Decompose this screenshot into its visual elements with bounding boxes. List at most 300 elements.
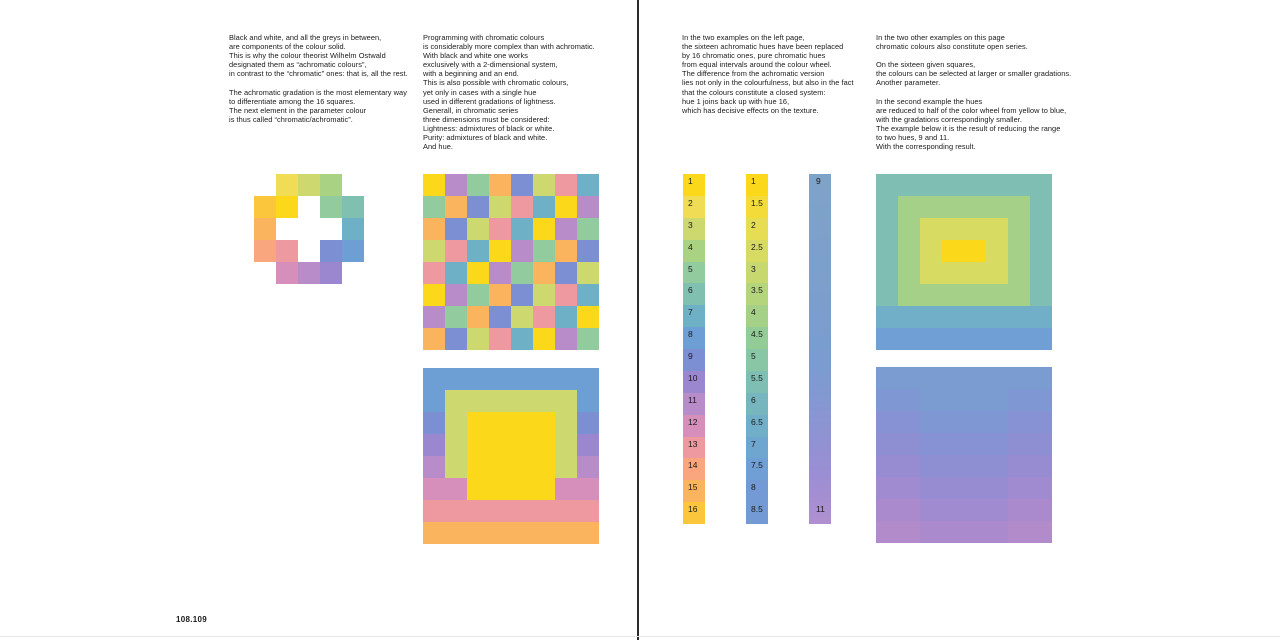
concentric-square	[445, 412, 467, 434]
concentric-square	[489, 478, 511, 500]
half-wheel-square	[1008, 262, 1030, 284]
half-wheel-square	[942, 284, 964, 306]
concentric-square	[511, 500, 533, 522]
two-hue-square	[986, 433, 1008, 455]
concentric-square	[489, 390, 511, 412]
half-wheel-cell-label: 4.5	[751, 329, 763, 340]
half-wheel-square	[986, 328, 1008, 350]
sixteen-hue-cell-label: 2	[688, 197, 693, 208]
sixteen-hue-cell-label: 7	[688, 307, 693, 318]
half-wheel-square	[876, 174, 898, 196]
two-hue-square	[986, 389, 1008, 411]
half-wheel-square	[964, 174, 986, 196]
sixteen-hue-cell-label: 14	[688, 460, 698, 471]
concentric-square	[467, 390, 489, 412]
two-hue-square	[964, 367, 986, 389]
half-wheel-cell-label: 1	[751, 176, 756, 186]
two-hue-square	[1030, 411, 1052, 433]
two-hue-square	[986, 411, 1008, 433]
half-wheel-square	[986, 262, 1008, 284]
two-hue-square	[1030, 389, 1052, 411]
half-wheel-square	[920, 174, 942, 196]
checker-square	[467, 306, 489, 328]
two-hue-square	[920, 411, 942, 433]
half-wheel-cell	[746, 262, 768, 284]
concentric-square	[555, 390, 577, 412]
concentric-square	[577, 522, 599, 544]
concentric-square	[423, 500, 445, 522]
concentric-square	[467, 522, 489, 544]
concentric-square	[423, 434, 445, 456]
two-hue-square	[942, 455, 964, 477]
concentric-square	[555, 522, 577, 544]
half-wheel-square	[964, 328, 986, 350]
concentric-square	[577, 390, 599, 412]
checker-square	[467, 174, 489, 196]
half-wheel-square	[920, 218, 942, 240]
concentric-square	[489, 412, 511, 434]
half-wheel-cell	[746, 240, 768, 262]
concentric-square	[423, 368, 445, 390]
concentric-square	[423, 478, 445, 500]
half-wheel-square	[898, 240, 920, 262]
concentric-square	[533, 434, 555, 456]
sixteen-hue-cell-label: 13	[688, 438, 698, 449]
checker-square	[577, 262, 599, 284]
checker-square	[489, 262, 511, 284]
two-hue-square	[1008, 521, 1030, 543]
ring-gap	[298, 196, 320, 218]
half-wheel-square	[1008, 196, 1030, 218]
checker-square	[533, 196, 555, 218]
two-hue-square	[1008, 433, 1030, 455]
text-right-col2: In the two other examples on this page chromatic colours also constitute open series. On the sixteen given squares, the colours can be selected at larger or smaller gradations. Another parameter. In the second example the hues are reduced to half of the color wheel from yellow to blue, with the gradations correspondingly smaller. The example below it is the result of reducing the range to two hues, 9 and 11. With the corresponding result.	[876, 33, 1072, 152]
two-hue-square	[942, 433, 964, 455]
half-wheel-cell-label: 4	[751, 307, 756, 318]
ring-square	[276, 262, 298, 284]
two-hue-square	[876, 499, 898, 521]
two-hue-square	[942, 521, 964, 543]
sixteen-hue-cell-label: 15	[688, 482, 698, 493]
ring-gap	[320, 218, 342, 240]
two-hue-square	[986, 521, 1008, 543]
checker-square	[511, 328, 533, 350]
checker-square	[511, 196, 533, 218]
half-wheel-square	[986, 240, 1008, 262]
text-left-col2: Programming with chromatic colours is considerably more complex than with achromatic. With black and white one works exclusively with a 2-dimensional system, with a beginning and an end. This is also possible with chromatic colours, yet only in cases with a single hue used in different gradations of lightness. Generall, in chromatic series three dimensions must be considered: Lightness: admixtures of black or white. Purity: admixtures of black and white. And hue.	[423, 33, 595, 152]
half-wheel-cell-label: 8.5	[751, 504, 763, 515]
ring-square	[320, 240, 342, 262]
concentric-square	[511, 456, 533, 478]
two-hue-square	[942, 499, 964, 521]
half-wheel-square	[1030, 284, 1052, 306]
sixteen-hue-cell	[683, 458, 705, 480]
checker-square	[511, 306, 533, 328]
half-wheel-square	[1008, 174, 1030, 196]
concentric-square	[489, 522, 511, 544]
sixteen-hue-cell	[683, 262, 705, 284]
two-hue-square	[942, 367, 964, 389]
concentric-square	[467, 456, 489, 478]
two-hue-square	[898, 499, 920, 521]
half-wheel-square	[964, 306, 986, 328]
half-wheel-square	[898, 284, 920, 306]
concentric-square	[423, 456, 445, 478]
checker-square	[467, 262, 489, 284]
half-wheel-square	[920, 284, 942, 306]
half-wheel-square	[876, 262, 898, 284]
sixteen-hue-cell-label: 1	[688, 176, 693, 186]
two-hue-square	[898, 455, 920, 477]
ring-gap	[298, 240, 320, 262]
two-hue-square	[898, 367, 920, 389]
concentric-square	[577, 412, 599, 434]
half-wheel-cell-label: 2	[751, 219, 756, 230]
half-wheel-cell-label: 7	[751, 438, 756, 449]
half-wheel-square	[898, 196, 920, 218]
two-hue-square	[964, 411, 986, 433]
two-hue-square	[964, 455, 986, 477]
two-hue-square	[986, 477, 1008, 499]
ring-square	[276, 174, 298, 196]
concentric-square	[489, 500, 511, 522]
half-wheel-square	[942, 218, 964, 240]
half-wheel-square	[898, 218, 920, 240]
sixteen-hue-cell	[683, 480, 705, 502]
checker-square	[577, 174, 599, 196]
two-hue-square	[876, 433, 898, 455]
checker-square	[511, 218, 533, 240]
concentric-square	[445, 478, 467, 500]
two-hue-square	[920, 521, 942, 543]
half-wheel-square	[986, 174, 1008, 196]
half-wheel-square	[898, 306, 920, 328]
two-hue-square	[1008, 477, 1030, 499]
two-hue-square	[942, 477, 964, 499]
half-wheel-square	[1030, 174, 1052, 196]
concentric-square	[555, 368, 577, 390]
two-hue-square	[1030, 367, 1052, 389]
two-hue-square	[920, 389, 942, 411]
checker-square	[533, 240, 555, 262]
sixteen-hue-cell	[683, 349, 705, 371]
half-wheel-cell	[746, 458, 768, 480]
half-wheel-square	[986, 284, 1008, 306]
half-wheel-cell-label: 1.5	[751, 197, 763, 208]
sixteen-hue-cell-label: 4	[688, 241, 693, 252]
two-hue-square	[986, 499, 1008, 521]
half-wheel-square	[876, 218, 898, 240]
page-bottom-edge	[0, 636, 1280, 637]
two-hue-strip-bottom-label: 11	[816, 504, 825, 514]
concentric-square	[577, 456, 599, 478]
concentric-square	[533, 522, 555, 544]
half-wheel-cell-label: 3.5	[751, 285, 763, 296]
ring-square	[276, 240, 298, 262]
checker-square	[577, 196, 599, 218]
concentric-square	[423, 412, 445, 434]
sixteen-hue-cell	[683, 218, 705, 240]
half-wheel-cell-label: 5.5	[751, 372, 763, 383]
two-hue-square	[986, 367, 1008, 389]
concentric-square	[467, 368, 489, 390]
concentric-square	[511, 368, 533, 390]
two-hue-square	[964, 477, 986, 499]
checker-square	[423, 284, 445, 306]
checker-square	[577, 240, 599, 262]
concentric-square	[489, 368, 511, 390]
half-wheel-cell-label: 5	[751, 351, 756, 361]
checker-square	[533, 328, 555, 350]
concentric-square	[423, 522, 445, 544]
two-hue-square	[964, 389, 986, 411]
ring-gap	[342, 262, 364, 284]
checker-square	[467, 328, 489, 350]
half-wheel-strip	[746, 174, 768, 524]
two-hue-square	[920, 499, 942, 521]
concentric-square	[511, 390, 533, 412]
two-hue-concentric-grid	[876, 367, 1052, 543]
checker-square	[511, 284, 533, 306]
concentric-square	[533, 478, 555, 500]
checker-square	[467, 240, 489, 262]
two-hue-square	[1008, 389, 1030, 411]
checker-square	[445, 240, 467, 262]
half-wheel-cell	[746, 218, 768, 240]
half-wheel-square	[920, 240, 942, 262]
half-wheel-cell	[746, 371, 768, 393]
two-hue-square	[876, 389, 898, 411]
two-hue-square	[964, 433, 986, 455]
checker-square	[445, 262, 467, 284]
concentric-square	[467, 478, 489, 500]
chromatic-concentric-grid	[423, 368, 599, 544]
chromatic-ring-figure	[254, 174, 364, 284]
two-hue-square	[964, 521, 986, 543]
half-wheel-cell	[746, 415, 768, 437]
checker-square	[533, 262, 555, 284]
half-wheel-cell-label: 2.5	[751, 241, 763, 252]
checker-square	[423, 262, 445, 284]
two-hue-square	[898, 389, 920, 411]
concentric-square	[423, 390, 445, 412]
ring-square	[342, 196, 364, 218]
sixteen-hue-cell-label: 8	[688, 329, 693, 340]
half-wheel-square	[1008, 240, 1030, 262]
concentric-square	[445, 522, 467, 544]
concentric-square	[467, 500, 489, 522]
concentric-square	[489, 434, 511, 456]
half-wheel-square	[1008, 328, 1030, 350]
checker-square	[489, 284, 511, 306]
half-wheel-cell	[746, 480, 768, 502]
two-hue-square	[986, 455, 1008, 477]
half-wheel-square	[964, 196, 986, 218]
half-wheel-square	[1030, 328, 1052, 350]
concentric-square	[577, 368, 599, 390]
half-wheel-square	[986, 306, 1008, 328]
sixteen-hue-cell	[683, 393, 705, 415]
half-wheel-square	[1008, 218, 1030, 240]
concentric-square	[489, 456, 511, 478]
checker-square	[423, 306, 445, 328]
ring-square	[254, 240, 276, 262]
concentric-square	[577, 478, 599, 500]
ring-gap	[254, 262, 276, 284]
checker-square	[489, 196, 511, 218]
half-wheel-square	[1030, 262, 1052, 284]
checker-square	[467, 196, 489, 218]
checker-square	[511, 262, 533, 284]
two-hue-square	[1030, 455, 1052, 477]
two-hue-square	[942, 411, 964, 433]
two-hue-square	[920, 433, 942, 455]
checker-square	[533, 284, 555, 306]
half-wheel-square	[942, 240, 964, 262]
checker-square	[555, 174, 577, 196]
half-wheel-square	[1030, 196, 1052, 218]
half-wheel-square	[964, 262, 986, 284]
half-wheel-square	[942, 262, 964, 284]
checker-square	[489, 328, 511, 350]
two-hue-square	[920, 367, 942, 389]
half-wheel-cell-label: 6.5	[751, 416, 763, 427]
half-wheel-square	[920, 196, 942, 218]
sixteen-hue-cell	[683, 437, 705, 459]
concentric-square	[511, 522, 533, 544]
two-hue-square	[898, 477, 920, 499]
checker-square	[467, 218, 489, 240]
half-wheel-square	[876, 196, 898, 218]
concentric-square	[555, 412, 577, 434]
checker-square	[445, 328, 467, 350]
checker-square	[533, 306, 555, 328]
book-spine	[637, 0, 639, 640]
concentric-square	[467, 412, 489, 434]
sixteen-hue-cell-label: 5	[688, 263, 693, 274]
two-hue-square	[964, 499, 986, 521]
two-hue-square	[920, 477, 942, 499]
two-hue-square	[876, 411, 898, 433]
chromatic-checker-grid	[423, 174, 599, 350]
checker-square	[445, 218, 467, 240]
ring-square	[342, 240, 364, 262]
sixteen-hue-cell-label: 16	[688, 504, 698, 515]
half-wheel-concentric-grid	[876, 174, 1052, 350]
sixteen-hue-cell-label: 11	[688, 394, 697, 405]
checker-square	[577, 306, 599, 328]
two-hue-square	[1008, 411, 1030, 433]
text-right-col1: In the two examples on the left page, the sixteen achromatic hues have been replaced by 16 chromatic ones, pure chromatic hues from equal intervals around the colour wheel. The difference from the achromatic version lies not only in the colourfulness, but also in the fact that the colours constitute a closed system: hue 1 joins back up with hue 16, which has decisive effects on the texture.	[682, 33, 854, 115]
half-wheel-square	[1030, 218, 1052, 240]
two-hue-square	[1008, 455, 1030, 477]
checker-square	[555, 306, 577, 328]
two-hue-strip	[809, 174, 831, 524]
sixteen-hue-cell	[683, 283, 705, 305]
two-hue-square	[1008, 367, 1030, 389]
checker-square	[489, 218, 511, 240]
ring-square	[298, 174, 320, 196]
checker-square	[423, 174, 445, 196]
concentric-square	[445, 456, 467, 478]
checker-square	[555, 240, 577, 262]
checker-square	[489, 240, 511, 262]
ring-square	[254, 196, 276, 218]
concentric-square	[511, 478, 533, 500]
half-wheel-square	[898, 174, 920, 196]
half-wheel-square	[942, 174, 964, 196]
concentric-square	[533, 456, 555, 478]
concentric-square	[533, 390, 555, 412]
concentric-square	[533, 412, 555, 434]
checker-square	[423, 328, 445, 350]
checker-square	[533, 174, 555, 196]
concentric-square	[577, 434, 599, 456]
sixteen-hue-cell	[683, 174, 705, 196]
concentric-square	[577, 500, 599, 522]
concentric-square	[445, 434, 467, 456]
checker-square	[511, 174, 533, 196]
half-wheel-cell	[746, 283, 768, 305]
ring-square	[298, 262, 320, 284]
two-hue-square	[920, 455, 942, 477]
ring-square	[342, 218, 364, 240]
two-hue-square	[898, 433, 920, 455]
two-hue-square	[898, 521, 920, 543]
concentric-square	[467, 434, 489, 456]
concentric-square	[511, 412, 533, 434]
half-wheel-square	[898, 262, 920, 284]
half-wheel-square	[876, 328, 898, 350]
checker-square	[423, 218, 445, 240]
half-wheel-square	[1030, 306, 1052, 328]
checker-square	[489, 174, 511, 196]
text-left-col1: Black and white, and all the greys in between, are components of the colour solid. This is why the colour theorist Wilhelm Ostwald designated them as “achromatic colours”, in contrast to the “chromatic” ones: that is, all the rest. The achromatic gradation is the most elementary way to differentiate among the 16 squares. The next element in the parameter colour is thus called “chromatic/achromatic”.	[229, 33, 408, 124]
sixteen-hue-strip	[683, 174, 705, 524]
concentric-square	[533, 368, 555, 390]
half-wheel-square	[876, 240, 898, 262]
ring-square	[276, 196, 298, 218]
ring-square	[254, 218, 276, 240]
checker-square	[555, 196, 577, 218]
sixteen-hue-cell-label: 12	[688, 416, 698, 427]
half-wheel-cell	[746, 437, 768, 459]
checker-square	[423, 196, 445, 218]
concentric-square	[445, 368, 467, 390]
sixteen-hue-cell	[683, 305, 705, 327]
checker-square	[555, 262, 577, 284]
sixteen-hue-cell	[683, 371, 705, 393]
half-wheel-cell	[746, 196, 768, 218]
half-wheel-square	[920, 328, 942, 350]
two-hue-square	[876, 521, 898, 543]
checker-square	[445, 196, 467, 218]
sixteen-hue-cell	[683, 327, 705, 349]
concentric-square	[511, 434, 533, 456]
two-hue-square	[1030, 433, 1052, 455]
concentric-square	[555, 434, 577, 456]
concentric-square	[533, 500, 555, 522]
sixteen-hue-cell	[683, 240, 705, 262]
two-hue-strip-top-label: 9	[816, 176, 821, 186]
page-number: 108.109	[176, 615, 208, 624]
concentric-square	[555, 456, 577, 478]
half-wheel-cell	[746, 174, 768, 196]
half-wheel-square	[898, 328, 920, 350]
half-wheel-cell-label: 3	[751, 263, 756, 274]
ring-gap	[342, 174, 364, 196]
sixteen-hue-cell	[683, 415, 705, 437]
